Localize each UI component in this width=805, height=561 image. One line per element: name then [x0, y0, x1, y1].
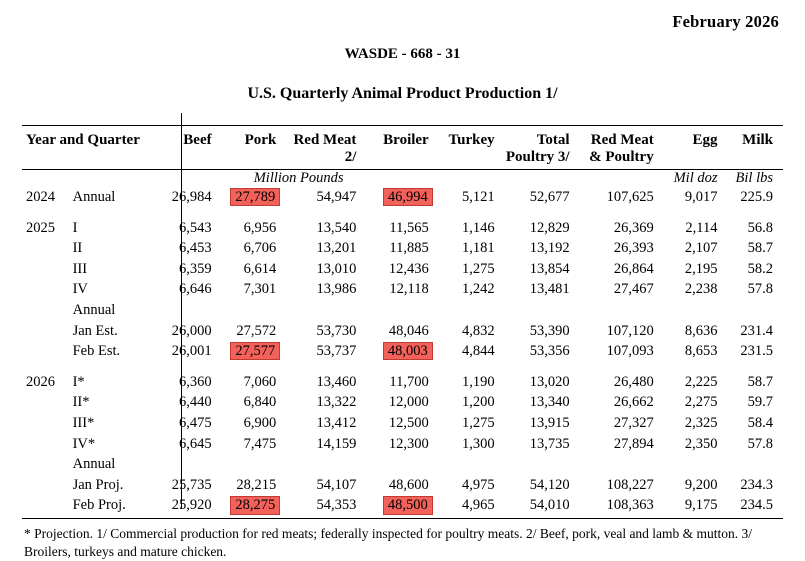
cell-milk: 59.7 [747, 394, 773, 411]
cell-red-meat-poultry: 26,480 [613, 373, 654, 390]
cell-total-poultry [505, 454, 580, 475]
cell-pork: 27,572 [236, 322, 277, 339]
row-quarter: I* [72, 373, 85, 390]
cell-milk: 234.3 [740, 476, 773, 493]
footnote-line-1: * Projection. 1/ Commercial production for red meats; federally inspected for poultry meats. 2/ Beef, pork, veal and lamb & mutton. 3/ [24, 525, 753, 541]
cell-beef: 6,646 [178, 281, 212, 298]
col-header-broiler: Broiler [383, 132, 429, 148]
cell-total-poultry: 53,356 [529, 343, 570, 360]
cell-red-meat-poultry: 26,864 [613, 260, 654, 277]
cell-egg: 2,238 [684, 281, 718, 298]
cell-beef: 25,735 [171, 476, 212, 493]
report-id: WASDE - 668 - 31 [344, 46, 461, 62]
cell-total-poultry: 13,020 [529, 373, 570, 390]
cell-pork [222, 495, 287, 516]
cell-total-poultry: 52,677 [529, 189, 570, 205]
cell-total-poultry: 54,120 [529, 476, 570, 493]
cell-beef: 26,984 [171, 189, 212, 205]
cell-egg: 2,114 [685, 219, 718, 236]
cell-beef [159, 300, 222, 321]
col-header-total-poultry: Total [536, 132, 570, 148]
cell-total-poultry: 53,390 [529, 322, 570, 339]
cell-broiler [366, 341, 438, 362]
units-million-pounds: Million Pounds [253, 170, 344, 186]
cell-pork: 6,900 [243, 414, 277, 431]
page-title: U.S. Quarterly Animal Product Production 1/ [247, 85, 558, 102]
cell-red-meat: 13,322 [316, 394, 357, 411]
col-subheader-red-meat: 2/ [344, 149, 357, 165]
row-year: 2024 [26, 189, 55, 205]
cell-red-meat-poultry: 107,120 [606, 322, 654, 339]
cell-pork: 28,215 [236, 476, 277, 493]
cell-milk: 231.5 [740, 343, 773, 360]
cell-milk: 58.2 [747, 260, 773, 277]
report-date: February 2026 [672, 12, 779, 31]
table-row [22, 341, 783, 362]
cell-red-meat: 13,540 [316, 219, 357, 236]
cell-total-poultry: 13,481 [529, 281, 570, 298]
cell-red-meat-poultry: 26,393 [613, 240, 654, 257]
row-quarter: II [72, 240, 83, 257]
col-subheader-red-meat-poultry: & Poultry [589, 149, 654, 165]
table-row [22, 392, 783, 413]
cell-pork: 7,060 [243, 373, 277, 390]
cell-pork: 7,475 [243, 435, 277, 452]
cell-beef: 6,645 [178, 435, 212, 452]
cell-milk: 231.4 [740, 322, 773, 339]
cell-red-meat [286, 300, 366, 321]
row-year [22, 238, 73, 259]
cell-beef: 6,543 [178, 219, 212, 236]
row-year [22, 413, 73, 434]
vertical-divider [181, 113, 182, 509]
units-milk: Bil lbs [735, 170, 773, 186]
cell-pork: 6,956 [243, 219, 277, 236]
cell-pork: 6,840 [243, 394, 277, 411]
cell-total-poultry: 13,192 [529, 240, 570, 257]
cell-broiler: 12,000 [388, 394, 429, 411]
cell-milk: 234.5 [740, 497, 773, 514]
highlight-broiler: 48,003 [383, 342, 433, 360]
table-subheader-row [22, 149, 783, 166]
highlight-pork: 27,789 [230, 188, 280, 206]
cell-total-poultry: 13,854 [529, 260, 570, 277]
row-quarter: Annual [72, 456, 116, 473]
cell-egg: 2,107 [684, 240, 718, 257]
cell-red-meat-poultry: 26,369 [613, 219, 654, 236]
cell-milk: 57.8 [747, 281, 773, 298]
table-row [22, 454, 783, 475]
cell-milk [728, 454, 784, 475]
cell-red-meat-poultry: 27,467 [613, 281, 654, 298]
table-row [22, 413, 783, 434]
table-row [22, 300, 783, 321]
col-header-turkey: Turkey [448, 132, 495, 148]
cell-broiler: 12,500 [388, 414, 429, 431]
cell-red-meat-poultry: 108,363 [606, 497, 654, 514]
cell-total-poultry: 12,829 [529, 219, 570, 236]
cell-beef: 26,001 [171, 343, 212, 360]
cell-red-meat: 13,460 [316, 373, 357, 390]
row-quarter: III [72, 260, 88, 277]
units-egg: Mil doz [673, 170, 718, 186]
row-quarter: Jan Proj. [72, 476, 124, 493]
cell-red-meat: 54,353 [316, 497, 357, 514]
col-header-year-quarter: Year and Quarter [26, 132, 140, 148]
col-subheader-total-poultry: Poultry 3/ [505, 149, 570, 165]
cell-broiler: 48,046 [388, 322, 429, 339]
row-quarter: III* [72, 414, 95, 431]
cell-pork: 7,301 [243, 281, 277, 298]
table-row [22, 434, 783, 455]
cell-turkey: 1,242 [462, 281, 495, 298]
cell-total-poultry: 13,915 [529, 414, 570, 431]
table-row [22, 495, 783, 516]
cell-egg: 2,275 [684, 394, 718, 411]
cell-egg: 8,653 [684, 343, 718, 360]
cell-pork [222, 454, 287, 475]
cell-turkey: 1,146 [462, 219, 495, 236]
cell-broiler: 11,565 [389, 219, 429, 236]
cell-red-meat-poultry: 27,327 [613, 414, 654, 431]
row-year [22, 259, 73, 280]
cell-milk: 57.8 [747, 435, 773, 452]
highlight-broiler: 48,500 [383, 496, 433, 514]
cell-milk: 56.8 [747, 219, 773, 236]
cell-milk: 225.9 [740, 189, 773, 205]
cell-red-meat-poultry: 108,227 [606, 476, 654, 493]
cell-red-meat-poultry: 107,093 [606, 343, 654, 360]
cell-broiler: 11,885 [389, 240, 429, 257]
cell-beef: 6,360 [178, 373, 212, 390]
footer-rule [22, 518, 783, 519]
cell-red-meat: 14,159 [316, 435, 357, 452]
cell-egg [664, 300, 728, 321]
cell-pork [222, 187, 287, 208]
cell-turkey: 1,181 [462, 240, 495, 257]
highlight-pork: 27,577 [230, 342, 280, 360]
row-quarter: Annual [72, 189, 116, 205]
cell-red-meat: 54,947 [316, 189, 357, 205]
table-row [22, 187, 783, 208]
cell-turkey: 4,975 [462, 476, 495, 493]
cell-pork [222, 300, 287, 321]
col-header-milk: Milk [742, 132, 773, 148]
row-year [22, 300, 73, 321]
table-row [22, 218, 783, 239]
cell-beef: 6,440 [178, 394, 212, 411]
table-row [22, 372, 783, 393]
table-body [22, 170, 783, 516]
cell-turkey: 1,190 [462, 373, 495, 390]
row-quarter: Annual [72, 301, 116, 318]
row-year [22, 392, 73, 413]
cell-pork: 6,706 [243, 240, 277, 257]
row-year [22, 321, 73, 342]
row-year [22, 495, 73, 516]
cell-broiler: 48,600 [388, 476, 429, 493]
table-row [22, 238, 783, 259]
row-year: 2026 [26, 373, 55, 390]
cell-broiler [366, 187, 438, 208]
cell-red-meat-poultry [580, 454, 664, 475]
cell-broiler: 11,700 [389, 373, 429, 390]
cell-total-poultry: 13,735 [529, 435, 570, 452]
cell-red-meat: 53,737 [316, 343, 357, 360]
cell-broiler: 12,436 [388, 260, 429, 277]
cell-beef: 6,359 [178, 260, 212, 277]
cell-red-meat-poultry: 26,662 [613, 394, 654, 411]
cell-beef: 25,920 [171, 497, 212, 514]
table-row [22, 259, 783, 280]
row-year [22, 434, 73, 455]
cell-red-meat-poultry: 107,625 [606, 189, 654, 205]
cell-red-meat: 13,986 [316, 281, 357, 298]
cell-beef: 6,475 [178, 414, 212, 431]
cell-total-poultry: 13,340 [529, 394, 570, 411]
cell-egg: 2,225 [684, 373, 718, 390]
row-quarter: II* [72, 394, 90, 411]
row-spacer [22, 208, 783, 218]
cell-red-meat-poultry: 27,894 [613, 435, 654, 452]
table-header-row [22, 126, 783, 150]
footnote-line-2: Broilers, turkeys and mature chicken. [24, 544, 227, 560]
units-row [22, 170, 783, 188]
table-row [22, 321, 783, 342]
cell-red-meat [286, 454, 366, 475]
cell-broiler: 12,300 [388, 435, 429, 452]
cell-beef: 6,453 [178, 240, 212, 257]
row-year: 2025 [26, 219, 55, 236]
cell-red-meat: 13,201 [316, 240, 357, 257]
cell-beef: 26,000 [171, 322, 212, 339]
cell-egg: 2,325 [684, 414, 718, 431]
cell-red-meat-poultry [580, 300, 664, 321]
row-quarter: IV* [72, 435, 96, 452]
cell-egg: 2,195 [684, 260, 718, 277]
row-quarter: Feb Proj. [72, 497, 126, 514]
cell-egg: 2,350 [684, 435, 718, 452]
col-header-pork: Pork [244, 132, 277, 148]
cell-red-meat: 13,412 [316, 414, 357, 431]
cell-broiler [366, 495, 438, 516]
highlight-broiler: 46,994 [383, 188, 433, 206]
row-quarter: IV [72, 281, 88, 298]
highlight-pork: 28,275 [230, 496, 280, 514]
cell-milk: 58.4 [747, 414, 773, 431]
cell-broiler [366, 454, 438, 475]
cell-egg: 9,175 [684, 497, 718, 514]
cell-egg: 8,636 [684, 322, 718, 339]
row-year [22, 341, 73, 362]
row-year [22, 475, 73, 496]
col-header-red-meat: Red Meat [293, 132, 357, 148]
cell-broiler [366, 300, 438, 321]
row-quarter: I [72, 219, 78, 236]
cell-red-meat: 54,107 [316, 476, 357, 493]
cell-turkey: 1,300 [462, 435, 495, 452]
col-header-beef: Beef [183, 132, 212, 148]
cell-broiler: 12,118 [389, 281, 429, 298]
cell-milk [728, 300, 784, 321]
row-spacer [22, 362, 783, 372]
col-header-egg: Egg [692, 132, 718, 148]
cell-turkey: 4,965 [462, 497, 495, 514]
cell-total-poultry: 54,010 [529, 497, 570, 514]
cell-milk: 58.7 [747, 240, 773, 257]
col-header-red-meat-poultry: Red Meat [590, 132, 654, 148]
cell-egg [664, 454, 728, 475]
cell-pork: 6,614 [243, 260, 277, 277]
row-quarter: Feb Est. [72, 343, 121, 360]
cell-turkey: 1,275 [462, 260, 495, 277]
row-quarter: Jan Est. [72, 322, 118, 339]
cell-turkey: 4,844 [462, 343, 495, 360]
cell-egg: 9,200 [684, 476, 718, 493]
cell-turkey [439, 454, 505, 475]
cell-turkey: 5,121 [462, 189, 495, 205]
cell-milk: 58.7 [747, 373, 773, 390]
cell-total-poultry [505, 300, 580, 321]
cell-turkey: 1,275 [462, 414, 495, 431]
cell-pork [222, 341, 287, 362]
row-year [22, 454, 73, 475]
cell-turkey: 1,200 [462, 394, 495, 411]
cell-red-meat: 13,010 [316, 260, 357, 277]
cell-egg: 9,017 [684, 189, 718, 205]
cell-red-meat: 53,730 [316, 322, 357, 339]
cell-beef [159, 454, 222, 475]
table-row [22, 279, 783, 300]
cell-turkey [439, 300, 505, 321]
row-year [22, 279, 73, 300]
cell-turkey: 4,832 [462, 322, 495, 339]
table-row [22, 475, 783, 496]
quarterly-animal-product-production-table [22, 125, 783, 516]
